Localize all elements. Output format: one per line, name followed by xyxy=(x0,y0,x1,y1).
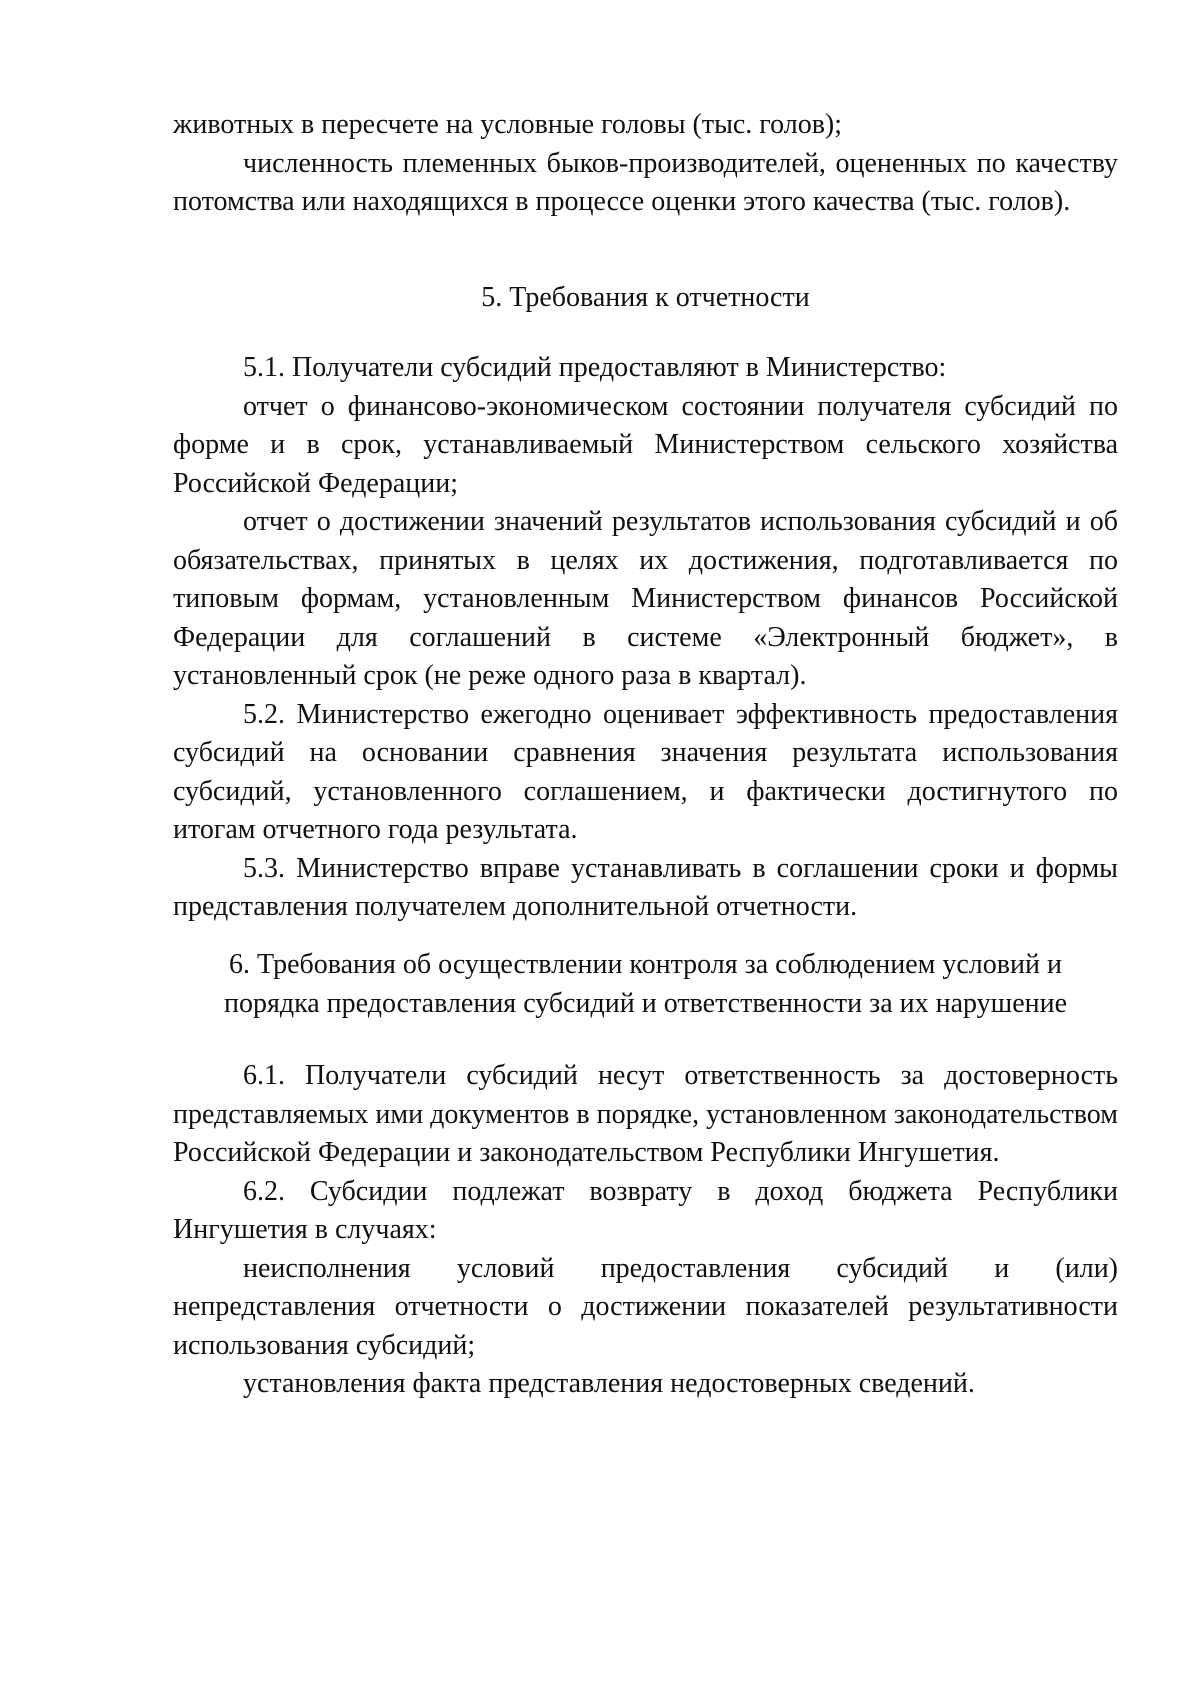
section-6-title-line-2: порядка предоставления субсидий и ответственности за их нарушение xyxy=(223,987,1068,1019)
paragraph-6-1: 6.1. Получатели субсидий несут ответственность за достоверность представляемых ими документов в порядке, установленном законодательством Российской Федерации и законодательством Республики Ингушетия. xyxy=(173,1060,1118,1168)
paragraph-animals-count: животных в пересчете на условные головы (тыс. голов); xyxy=(173,109,843,140)
section-6-body xyxy=(173,1057,1118,1404)
section-6-heading-block xyxy=(173,946,1118,1023)
paragraph-6-2-false-info: установления факта представления недостоверных сведений. xyxy=(243,1368,975,1399)
section-6-title-line-1: 6. Требования об осуществлении контроля за соблюдением условий и xyxy=(229,949,1062,980)
section-5-title: 5. Требования к отчетности xyxy=(481,282,810,313)
paragraph-6-2: 6.2. Субсидии подлежат возврату в доход бюджета Республики Ингушетия в случаях: xyxy=(173,1175,1118,1245)
paragraph-6-2-nonfulfillment: неисполнения условий предоставления субсидий и (или) непредставления отчетности о достижении показателей результативности использования субсидий; xyxy=(173,1252,1118,1361)
section-5-body xyxy=(173,349,1118,927)
paragraph-5-1-results-report: отчет о достижении значений результатов использования субсидий и об обязательствах, принятых в целях их достижения, подготавливается по типовым формам, установленным Министерством финансов Российской Федерации для соглашений в системе «Электронный бюджет», в установленный срок (не реже одного раза в квартал). xyxy=(173,506,1118,691)
section-5-heading-block xyxy=(173,279,1118,318)
top-block xyxy=(173,106,1118,222)
paragraph-5-1-financial-report: отчет о финансово-экономическом состоянии получателя субсидий по форме и в срок, устанавливаемый Министерством сельского хозяйства Российской Федерации; xyxy=(173,390,1118,499)
paragraph-5-3: 5.3. Министерство вправе устанавливать в соглашении сроки и формы представления получателем дополнительной отчетности. xyxy=(173,852,1118,922)
paragraph-bulls-count: численность племенных быков-производителей, оцененных по качеству потомства или находящихся в процессе оценки этого качества (тыс. голов). xyxy=(173,147,1118,217)
paragraph-5-1: 5.1. Получатели субсидий предоставляют в Министерство: xyxy=(243,352,947,383)
paragraph-5-2: 5.2. Министерство ежегодно оценивает эффективность предоставления субсидий на основании сравнения значения результата использования субсидий, установленного соглашением, и фактически достигнутого по итогам отчетного года результата. xyxy=(173,698,1118,845)
